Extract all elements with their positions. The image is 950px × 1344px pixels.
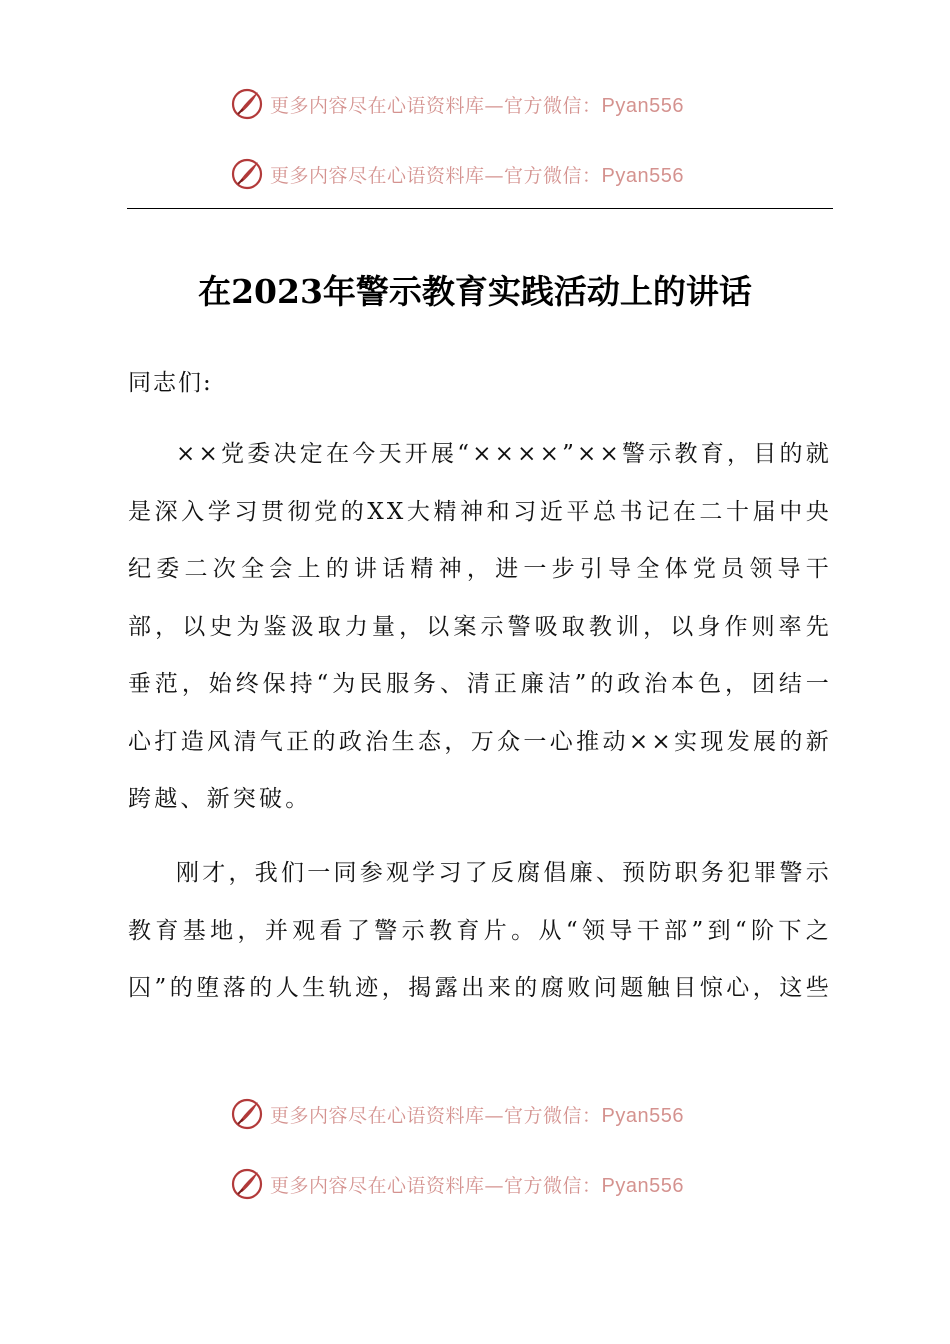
watermark-text: 更多内容尽在心语资料库—官方微信：Pyan556: [270, 94, 684, 117]
watermark-text: 更多内容尽在心语资料库—官方微信：Pyan556: [270, 164, 684, 187]
body-paragraph-1: ××党委决定在今天开展“××××”××警示教育，目的就是深入学习贯彻党的XX大精神和习近平总书记在二十届中央纪委二次全会上的讲话精神，进一步引导全体党员领导干部，以史为鉴汲取力量，以案示警吸取教训，以身作则率先垂范，始终保持“为民服务、清正廉洁”的政治本色，团结一心打造风清气正的政治生态，万众一心推动××实现发展的新跨越、新突破。: [128, 441, 832, 812]
watermark-text: 更多内容尽在心语资料库—官方微信：Pyan556: [270, 1104, 684, 1127]
document-title: 在2023年警示教育实践活动上的讲话: [198, 272, 752, 311]
header-divider: [127, 208, 833, 209]
watermark-bottom-2: [230, 1164, 684, 1204]
quill-logo-icon: [230, 87, 264, 121]
watermark-top-2: [230, 154, 684, 194]
watermark-text: 更多内容尽在心语资料库—官方微信：Pyan556: [270, 1174, 684, 1197]
watermark-top-1: [230, 84, 684, 124]
quill-logo-icon: [230, 157, 264, 191]
salutation: 同志们:: [128, 370, 213, 396]
body-paragraph-2: 刚才，我们一同参观学习了反腐倡廉、预防职务犯罪警示教育基地，并观看了警示教育片。从“领导干部”到“阶下之囚”的堕落的人生轨迹，揭露出来的腐败问题触目惊心，这些: [128, 860, 832, 1001]
quill-logo-icon: [230, 1167, 264, 1201]
quill-logo-icon: [230, 1097, 264, 1131]
watermark-bottom-1: [230, 1094, 684, 1134]
